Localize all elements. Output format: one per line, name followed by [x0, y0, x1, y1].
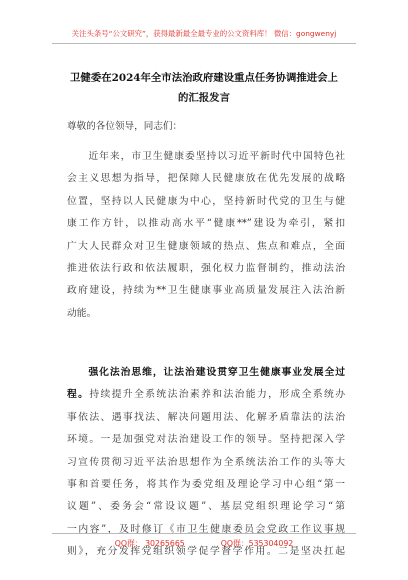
paragraph-line: 事和首要任务，将其作为委党组及理论学习中心组“第一: [67, 479, 345, 491]
paragraph-line-text: 持续提升全系统法治素养和法治能力，形成全系统办: [89, 389, 346, 401]
paragraph-heading-line: 强化法治思维，让法治建设贯穿卫生健康事业发展全过: [67, 367, 345, 378]
paragraph-line: [67, 384, 345, 406]
footer-qq-group-1: QQ群： 30265665: [114, 539, 185, 548]
footer-qq-group-2: QQ群：535304092: [220, 539, 294, 548]
paragraph-line: 政府建设，持续为**卫生健康事业高质量发展注入法治新: [67, 285, 345, 297]
paragraph-line: 推进依法行政和依法履职，强化权力监督制约，推动法治: [67, 263, 345, 275]
paragraph-line: 康工作方针，以推动高水平“健康**”建设为牵引，紧扣: [67, 218, 345, 230]
paragraph-line: 则》，充分发挥党组织领学促学督学作用。二是坚决扛起: [67, 546, 345, 558]
paragraph-line: 动能。: [67, 307, 97, 319]
header-banner: 关注头条号“公文研究”，获得最新最全最专业的公文资料库！ 微信：gongwenyj: [71, 29, 337, 38]
document-title: 卫健委在2024年全市法治政府建设重点任务协调推进会上 的汇报发言: [70, 72, 338, 104]
paragraph-line: 会主义思想为指导，把保障人民健康放在优先发展的战略: [67, 173, 345, 185]
paragraph-line: 环境。一是加强党对法治建设工作的领导。坚持把深入学: [67, 434, 345, 446]
paragraph-line: 事依法、遇事找法、解决问题用法、化解矛盾靠法的法治: [67, 411, 345, 423]
paragraph-line: 广大人民群众对卫生健康领域的热点、焦点和难点，全面: [67, 240, 345, 252]
paragraph-1: [67, 146, 345, 325]
paragraph-line: 一内容”，及时修订《市卫生健康委员会党政工作议事规: [67, 523, 345, 535]
paragraph-line: 位置，坚持以人民健康为中心，坚持新时代党的卫生与健: [67, 195, 345, 207]
paragraph-line: 习宣传贯彻习近平法治思想作为全系统法治工作的头等大: [67, 456, 345, 468]
paragraph-line: 议题”、委务会“常设议题”、基层党组织理论学习“第: [67, 501, 345, 513]
footer: [0, 538, 408, 549]
header-divider: [52, 43, 356, 44]
salutation: 尊敬的各位领导，同志们：: [67, 121, 183, 132]
paragraph-line: 近年来，市卫生健康委坚持以习近平新时代中国特色社: [67, 151, 345, 162]
paragraph-heading-end: 程。: [67, 389, 90, 401]
footer-divider: [52, 533, 356, 534]
